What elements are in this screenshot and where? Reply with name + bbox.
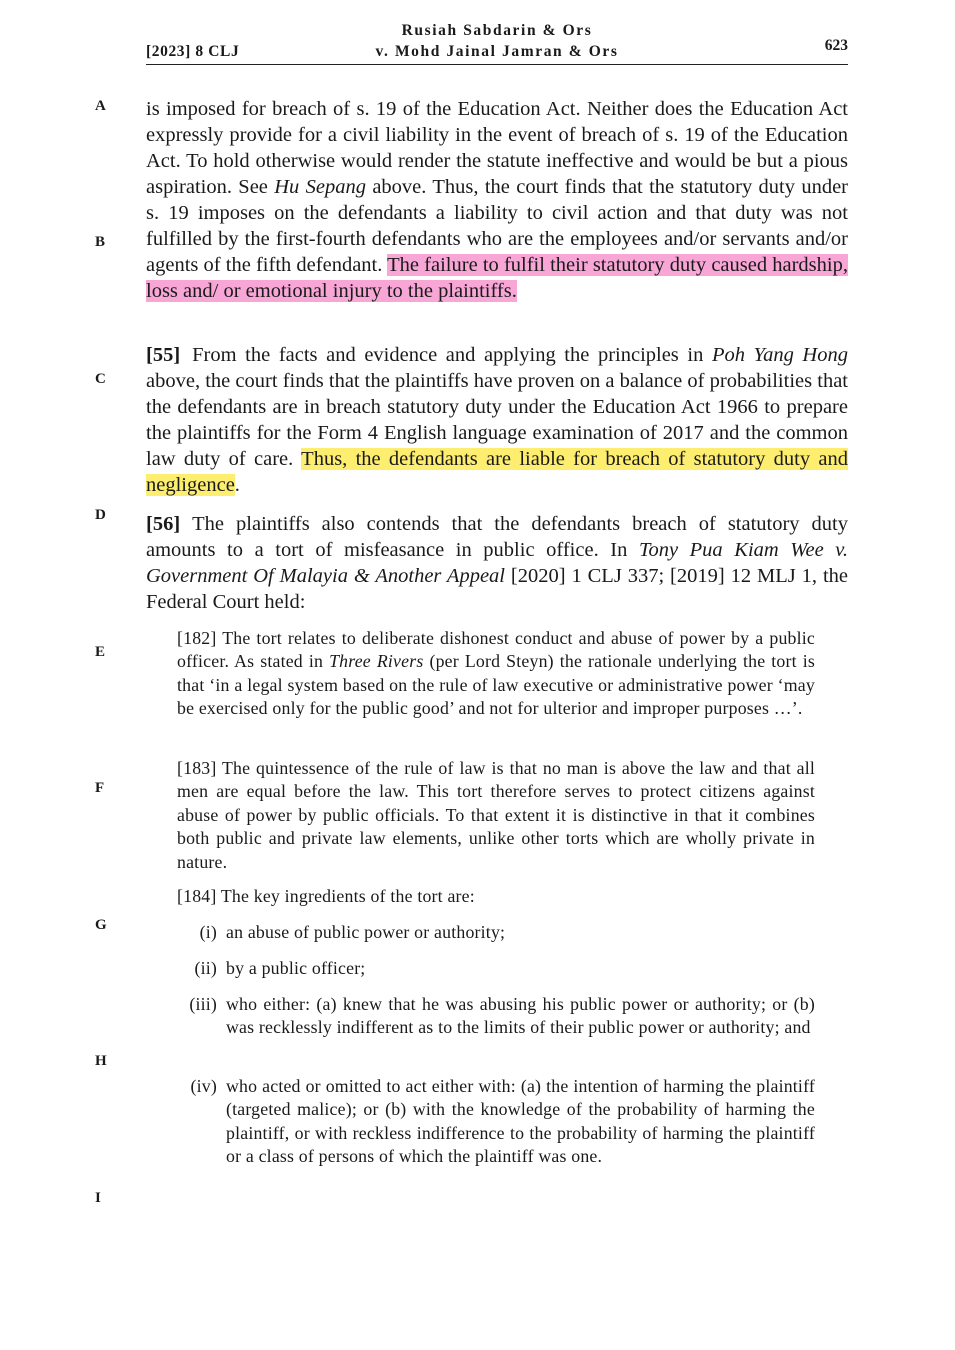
list-text: an abuse of public power or authority; [226,922,506,942]
margin-letter-h: H [95,1053,107,1069]
quote-183 [177,757,815,874]
text: . [234,474,240,496]
text: The plaintiffs also contends that the defendants breach of statutory duty amounts to a tort of misfeasance in public office. In [146,513,848,561]
case-name: Three Rivers [329,651,424,672]
case-title [146,20,848,62]
list-text: who either: (a) knew that he was abusing his public power or authority; or (b) was recklessly indifferent as to the limits of their public power or authority; and [226,994,815,1038]
text: From the facts and evidence and applying the principles in [192,344,712,366]
text: above. Thus, the court finds that the statutory duty under s. 19 imposes on the defendants a liability to civil action and that duty was not fulfilled by the first-fourth defendants who are the employees and/or servants and/or agents of the fifth defendant. [146,176,849,276]
paragraph-number: [55] [146,344,181,366]
case-title-line1: Rusiah Sabdarin & Ors [401,22,593,39]
list-text: who acted or omitted to act either with: (a) the intention of harming the plaintiff (targeted malice); or (b) with the knowledge of the probability of harming the plaintiff, or with reckless indifference to the probability of harming the plaintiff or a class of persons of which the plaintiff was one. [226,1076,815,1167]
margin-letter-b: B [95,234,106,250]
margin-letter-f: F [95,780,105,796]
list-number: (i) [199,922,217,942]
paragraph-number: [56] [146,513,181,535]
quote-182 [177,627,815,721]
citation: [2023] 8 CLJ [146,43,240,60]
margin-letter-c: C [95,371,106,387]
page-number: 623 [824,37,848,54]
quote-184 [177,885,815,908]
paragraph-continued [146,96,848,304]
pink-highlight: The failure to fulfil their statutory duty caused hardship, loss and/ or emotional injury to the plaintiffs. [146,254,848,302]
margin-letter-a: A [95,98,106,114]
text: is imposed for breach of s. 19 of the Education Act. Neither does the Education Act expressly provide for a civil liability in the event of breach of s. 19 of the Education Act. To hold otherwise would render the statute ineffective and would be but a pious aspiration. See [146,98,848,198]
list-number: (iii) [189,994,217,1014]
margin-letter-g: G [95,917,107,933]
text: [183] The quintessence of the rule of law is that no man is above the law and that all men are equal before the law. This tort therefore serves to protect citizens against abuse of power by public officials. To that extent it is distinctive in that it combines both public and private law elements, unlike other torts which are wholly private in nature. [177,758,815,872]
margin-letter-i: I [95,1190,101,1206]
list-number: (ii) [194,958,217,978]
paragraph-56 [146,511,848,615]
case-title-line2: v. Mohd Jainal Jamran & Ors [375,43,619,60]
text: [2020] 1 CLJ 337; [2019] 12 MLJ 1, the Federal Court held: [146,565,848,613]
text: (per Lord Steyn) the rationale underlying the tort is that ‘in a legal system based on the rule of law executive or administrative power ‘may be exercised only for the public good’ and not for ulterior and improper purposes …’. [177,651,815,719]
text: [184] The key ingredients of the tort are: [177,886,475,906]
case-name: Hu Sepang [274,176,366,198]
margin-letter-d: D [95,507,106,523]
list-text: by a public officer; [226,958,366,978]
text: above, the court finds that the plaintiffs have proven on a balance of probabilities that the defendants are in breach statutory duty under the Education Act 1966 to prepare the plaintiffs for the Form 4 English language examination of 2017 and the common law duty of care. [146,370,848,470]
text: [182] The tort relates to deliberate dishonest conduct and abuse of power by a public officer. As stated in [177,628,815,672]
yellow-highlight: Thus, the defendants are liable for breach of statutory duty and negligence [146,448,848,496]
paragraph-55 [146,342,848,498]
case-name: Poh Yang Hong [711,344,848,366]
running-header [146,20,848,65]
case-name: Tony Pua Kiam Wee v. Government Of Malayia & Another Appeal [146,539,848,587]
margin-letter-e: E [95,644,106,660]
list-number: (iv) [190,1076,217,1096]
